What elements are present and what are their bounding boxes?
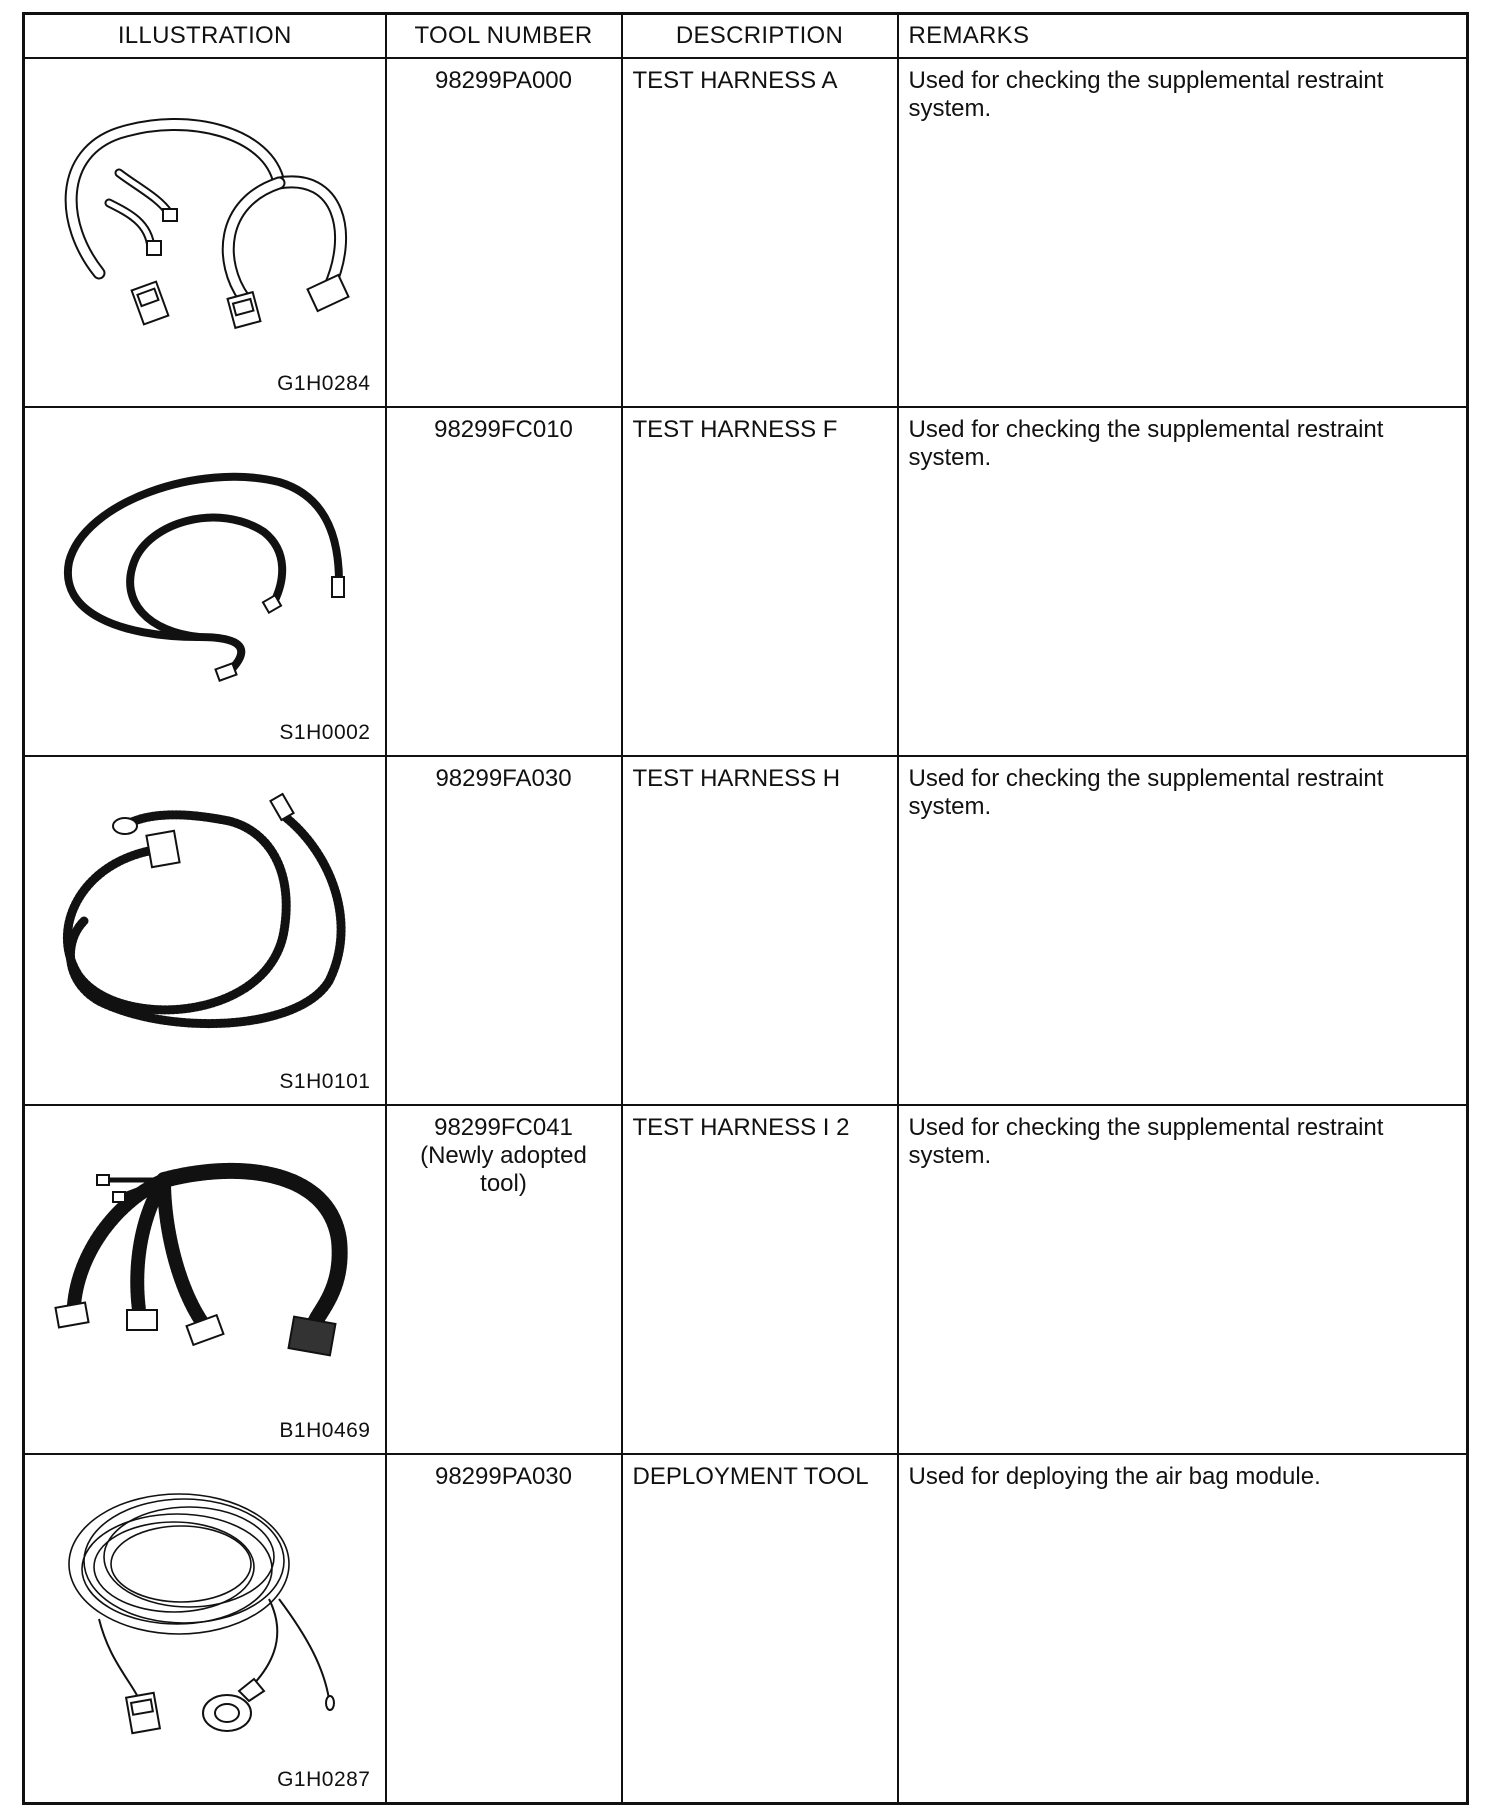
remarks-cell: Used for checking the supplemental restraint system. — [898, 407, 1468, 756]
remarks-cell: Used for checking the supplemental restraint system. — [898, 756, 1468, 1105]
tool-number: 98299FC041 — [434, 1114, 573, 1141]
deployment-tool-icon — [39, 1469, 369, 1739]
tool-number-cell — [386, 756, 622, 1105]
test-harness-a-icon — [39, 73, 369, 343]
illustration-cell — [24, 1454, 386, 1804]
table-row — [24, 1454, 1468, 1804]
tool-number: 98299FC010 — [434, 416, 573, 443]
tool-number: 98299PA030 — [434, 1463, 572, 1490]
tool-number: 98299PA000 — [434, 67, 572, 94]
remarks-cell: Used for deploying the air bag module. — [898, 1454, 1468, 1804]
tool-number-cell — [386, 1105, 622, 1454]
header-remarks: REMARKS — [898, 14, 1468, 59]
test-harness-i2-icon — [39, 1120, 369, 1390]
tool-number: 98299FA030 — [435, 765, 572, 792]
illustration-code: G1H0284 — [277, 372, 371, 395]
remarks-cell: Used for checking the supplemental restraint system. — [898, 1105, 1468, 1454]
description-cell: DEPLOYMENT TOOL — [622, 1454, 898, 1804]
illustration-code: G1H0287 — [277, 1768, 371, 1791]
illustration-cell — [24, 756, 386, 1105]
table-row — [24, 58, 1468, 407]
tool-number-cell — [386, 58, 622, 407]
header-illustration: ILLUSTRATION — [24, 14, 386, 59]
illustration-code: S1H0002 — [279, 721, 371, 744]
header-description: DESCRIPTION — [622, 14, 898, 59]
test-harness-f-icon — [39, 422, 369, 692]
tool-number-cell — [386, 407, 622, 756]
header-tool-number: TOOL NUMBER — [386, 14, 622, 59]
table-row — [24, 1105, 1468, 1454]
illustration-cell — [24, 1105, 386, 1454]
table-row — [24, 756, 1468, 1105]
description-cell: TEST HARNESS I 2 — [622, 1105, 898, 1454]
description-cell: TEST HARNESS H — [622, 756, 898, 1105]
illustration-cell — [24, 407, 386, 756]
illustration-code: S1H0101 — [279, 1070, 371, 1093]
description-cell: TEST HARNESS A — [622, 58, 898, 407]
table-header-row — [24, 14, 1468, 59]
table-row — [24, 407, 1468, 756]
test-harness-h-icon — [39, 771, 369, 1041]
special-tools-table — [22, 12, 1469, 1805]
tool-number-cell — [386, 1454, 622, 1804]
remarks-cell: Used for checking the supplemental restraint system. — [898, 58, 1468, 407]
description-cell: TEST HARNESS F — [622, 407, 898, 756]
tool-note: (Newly adopted tool) — [420, 1142, 587, 1197]
illustration-code: B1H0469 — [279, 1419, 371, 1442]
illustration-cell — [24, 58, 386, 407]
